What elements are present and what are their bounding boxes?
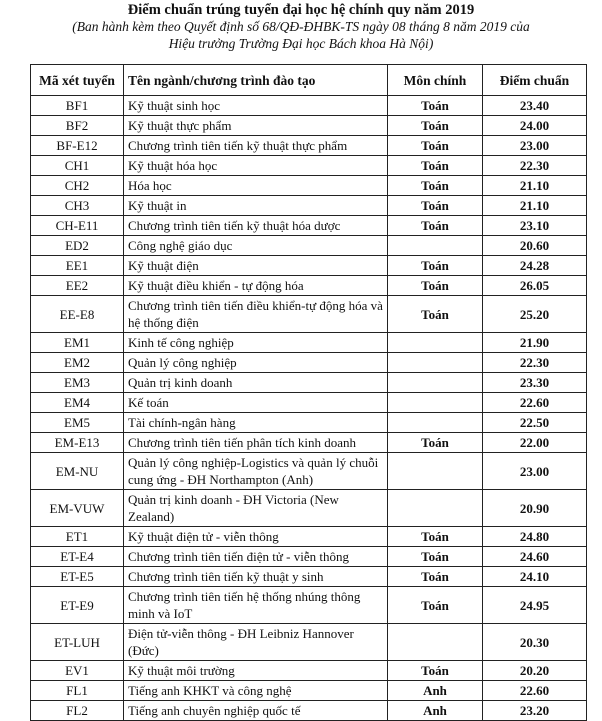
program-code-cell: EM-VUW [31, 490, 124, 527]
cutoff-score-cell: 23.00 [483, 136, 587, 156]
program-name-cell: Quản trị kinh doanh - ĐH Victoria (New Zealand) [124, 490, 388, 527]
cutoff-score-cell: 22.60 [483, 681, 587, 701]
table-row [31, 393, 587, 413]
cutoff-score-cell: 24.10 [483, 567, 587, 587]
program-code-cell: EE-E8 [31, 296, 124, 333]
main-subject-cell: Toán [388, 527, 483, 547]
table-row [31, 353, 587, 373]
program-code-cell: CH-E11 [31, 216, 124, 236]
table-row [31, 96, 587, 116]
main-subject-cell: Toán [388, 196, 483, 216]
program-code-cell: CH2 [31, 176, 124, 196]
program-name-cell: Kỹ thuật hóa học [124, 156, 388, 176]
main-subject-cell: Toán [388, 547, 483, 567]
main-subject-cell: Toán [388, 96, 483, 116]
main-subject-cell: Anh [388, 701, 483, 721]
main-subject-cell: Toán [388, 116, 483, 136]
program-name-cell: Kỹ thuật môi trường [124, 661, 388, 681]
program-code-cell: EM1 [31, 333, 124, 353]
program-name-cell: Kỹ thuật điều khiển - tự động hóa [124, 276, 388, 296]
main-subject-cell: Toán [388, 567, 483, 587]
program-name-cell: Tiếng anh KHKT và công nghệ [124, 681, 388, 701]
table-row [31, 527, 587, 547]
table-row [31, 413, 587, 433]
program-code-cell: ET-E9 [31, 587, 124, 624]
subtitle-line-1: (Ban hành kèm theo Quyết định số 68/QĐ-ĐHBK-TS ngày 08 tháng 8 năm 2019 của [72, 19, 530, 34]
table-row [31, 116, 587, 136]
program-name-cell: Kỹ thuật điện tử - viễn thông [124, 527, 388, 547]
main-subject-cell: Toán [388, 661, 483, 681]
table-row [31, 373, 587, 393]
cutoff-score-cell: 24.60 [483, 547, 587, 567]
main-subject-cell [388, 453, 483, 490]
main-subject-cell [388, 490, 483, 527]
cutoff-score-cell: 20.30 [483, 624, 587, 661]
program-code-cell: EE1 [31, 256, 124, 276]
program-name-cell: Kỹ thuật in [124, 196, 388, 216]
program-name-cell: Kỹ thuật điện [124, 256, 388, 276]
program-name-cell: Chương trình tiên tiến kỹ thuật thực phẩm [124, 136, 388, 156]
program-code-cell: EE2 [31, 276, 124, 296]
document-title: Điểm chuẩn trúng tuyển đại học hệ chính quy năm 2019 [127, 2, 475, 18]
main-subject-cell: Toán [388, 587, 483, 624]
document-subtitle [0, 18, 602, 52]
main-subject-cell: Toán [388, 136, 483, 156]
program-name-cell: Điện tử-viễn thông - ĐH Leibniz Hannover (Đức) [124, 624, 388, 661]
program-name-cell: Kinh tế công nghiệp [124, 333, 388, 353]
column-header-score: Điểm chuẩn [483, 65, 587, 96]
program-name-cell: Tài chính-ngân hàng [124, 413, 388, 433]
table-row [31, 661, 587, 681]
program-name-cell: Chương trình tiên tiến kỹ thuật hóa dược [124, 216, 388, 236]
table-row [31, 333, 587, 353]
column-header-program: Tên ngành/chương trình đào tạo [124, 65, 388, 96]
program-code-cell: EV1 [31, 661, 124, 681]
program-name-cell: Kế toán [124, 393, 388, 413]
cutoff-score-cell: 23.10 [483, 216, 587, 236]
cutoff-score-cell: 24.95 [483, 587, 587, 624]
main-subject-cell: Toán [388, 276, 483, 296]
main-subject-cell: Toán [388, 256, 483, 276]
table-row [31, 587, 587, 624]
program-code-cell: EM4 [31, 393, 124, 413]
program-code-cell: ED2 [31, 236, 124, 256]
main-subject-cell: Toán [388, 296, 483, 333]
cutoff-score-cell: 23.20 [483, 701, 587, 721]
program-code-cell: ET1 [31, 527, 124, 547]
cutoff-score-cell: 22.30 [483, 156, 587, 176]
program-code-cell: BF1 [31, 96, 124, 116]
cutoff-score-cell: 22.50 [483, 413, 587, 433]
program-name-cell: Hóa học [124, 176, 388, 196]
table-row [31, 156, 587, 176]
program-name-cell: Chương trình tiên tiến hệ thống nhúng thông minh và IoT [124, 587, 388, 624]
cutoff-score-cell: 26.05 [483, 276, 587, 296]
main-subject-cell [388, 393, 483, 413]
cutoff-score-cell: 20.20 [483, 661, 587, 681]
cutoff-score-cell: 24.28 [483, 256, 587, 276]
program-code-cell: ET-LUH [31, 624, 124, 661]
program-code-cell: EM-E13 [31, 433, 124, 453]
program-code-cell: EM3 [31, 373, 124, 393]
main-subject-cell [388, 353, 483, 373]
table-row [31, 433, 587, 453]
program-name-cell: Quản lý công nghiệp [124, 353, 388, 373]
column-header-code: Mã xét tuyển [31, 65, 124, 96]
table-row [31, 176, 587, 196]
program-code-cell: EM-NU [31, 453, 124, 490]
subtitle-line-2: Hiệu trưởng Trường Đại học Bách khoa Hà Nội) [168, 36, 434, 51]
cutoff-score-cell: 22.30 [483, 353, 587, 373]
program-name-cell: Chương trình tiên tiến điện tử - viễn thông [124, 547, 388, 567]
program-name-cell: Quản lý công nghiệp-Logistics và quản lý chuỗi cung ứng - ĐH Northampton (Anh) [124, 453, 388, 490]
cutoff-score-cell: 23.30 [483, 373, 587, 393]
cutoff-score-cell: 21.10 [483, 196, 587, 216]
program-name-cell: Quản trị kinh doanh [124, 373, 388, 393]
program-code-cell: FL1 [31, 681, 124, 701]
table-row [31, 236, 587, 256]
admission-scores-table [30, 64, 587, 721]
program-name-cell: Tiếng anh chuyên nghiệp quốc tế [124, 701, 388, 721]
table-row [31, 296, 587, 333]
program-code-cell: ET-E4 [31, 547, 124, 567]
main-subject-cell [388, 624, 483, 661]
program-code-cell: EM5 [31, 413, 124, 433]
cutoff-score-cell: 23.00 [483, 453, 587, 490]
program-code-cell: BF-E12 [31, 136, 124, 156]
table-header-row [31, 65, 587, 96]
program-name-cell: Công nghệ giáo dục [124, 236, 388, 256]
program-name-cell: Chương trình tiên tiến phân tích kinh doanh [124, 433, 388, 453]
table-row [31, 567, 587, 587]
table-row [31, 547, 587, 567]
table-row [31, 136, 587, 156]
column-header-subject: Môn chính [388, 65, 483, 96]
cutoff-score-cell: 24.00 [483, 116, 587, 136]
table-row [31, 453, 587, 490]
table-row [31, 276, 587, 296]
cutoff-score-cell: 24.80 [483, 527, 587, 547]
main-subject-cell: Toán [388, 433, 483, 453]
cutoff-score-cell: 20.90 [483, 490, 587, 527]
table-body [31, 96, 587, 721]
main-subject-cell: Toán [388, 216, 483, 236]
main-subject-cell [388, 413, 483, 433]
main-subject-cell: Toán [388, 176, 483, 196]
cutoff-score-cell: 20.60 [483, 236, 587, 256]
table-row [31, 624, 587, 661]
table-row [31, 701, 587, 721]
main-subject-cell [388, 333, 483, 353]
program-name-cell: Kỹ thuật thực phẩm [124, 116, 388, 136]
program-code-cell: EM2 [31, 353, 124, 373]
cutoff-score-cell: 25.20 [483, 296, 587, 333]
program-code-cell: CH3 [31, 196, 124, 216]
main-subject-cell: Toán [388, 156, 483, 176]
program-name-cell: Chương trình tiên tiến điều khiển-tự động hóa và hệ thống điện [124, 296, 388, 333]
program-name-cell: Kỹ thuật sinh học [124, 96, 388, 116]
cutoff-score-cell: 22.60 [483, 393, 587, 413]
main-subject-cell [388, 236, 483, 256]
program-code-cell: CH1 [31, 156, 124, 176]
program-name-cell: Chương trình tiên tiến kỹ thuật y sinh [124, 567, 388, 587]
table-row [31, 490, 587, 527]
table-row [31, 216, 587, 236]
table-row [31, 196, 587, 216]
program-code-cell: ET-E5 [31, 567, 124, 587]
program-code-cell: FL2 [31, 701, 124, 721]
program-code-cell: BF2 [31, 116, 124, 136]
cutoff-score-cell: 22.00 [483, 433, 587, 453]
cutoff-score-cell: 21.10 [483, 176, 587, 196]
table-row [31, 256, 587, 276]
cutoff-score-cell: 23.40 [483, 96, 587, 116]
main-subject-cell [388, 373, 483, 393]
main-subject-cell: Anh [388, 681, 483, 701]
cutoff-score-cell: 21.90 [483, 333, 587, 353]
